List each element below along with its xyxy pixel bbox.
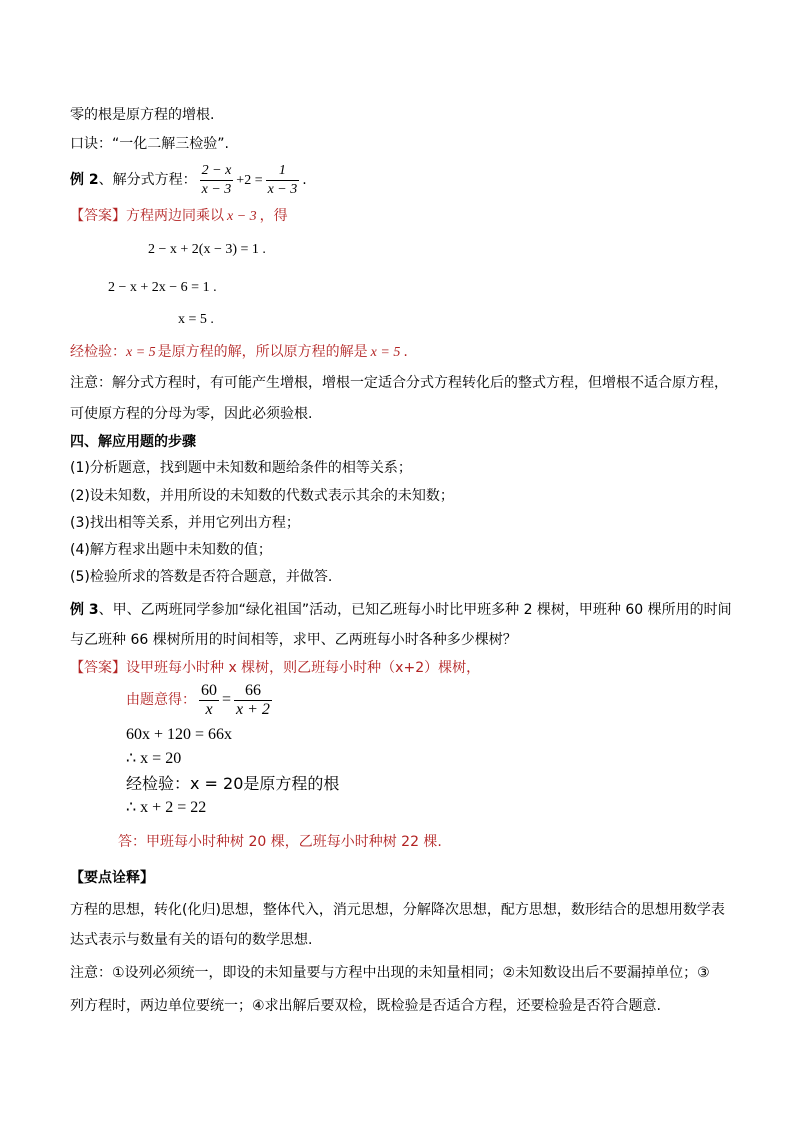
fraction-2 <box>266 162 300 199</box>
answer-tag: 【答案】 <box>70 660 126 676</box>
fraction-left-denominator: x <box>205 700 213 718</box>
example-2-note-line-2: 可使原方程的分母为零，因此必须验根. <box>70 406 313 422</box>
fraction-left-numerator: 60 <box>201 681 217 699</box>
answer-tag: 【答案】 <box>70 208 126 224</box>
equation-fraction-right <box>234 682 272 719</box>
section-4-step: (4)解方程求出题中未知数的值； <box>70 542 272 558</box>
fraction-1 <box>200 162 234 199</box>
example-2-question <box>70 160 307 200</box>
equation-prefix: 由题意得： <box>126 692 196 708</box>
section-4-step: (3)找出相等关系，并用它列出方程； <box>70 515 300 531</box>
keypoints-heading: 【要点诠释】 <box>70 870 154 886</box>
fraction-right-numerator: 66 <box>234 682 272 701</box>
example-3-question-line-1 <box>70 600 732 620</box>
equation-middle: +2 = <box>236 173 263 188</box>
example-2-step-1: 2 − x + 2(x − 3) = 1 . <box>148 242 266 257</box>
section-4-step: (1)分析题意，找到题中未知数和题给条件的相等关系； <box>70 460 412 476</box>
example-2-step-2: 2 − x + 2x − 6 = 1 . <box>108 280 217 295</box>
section-4-step: (5)检验所求的答数是否符合题意，并做答. <box>70 569 333 585</box>
section-4-heading: 四、解应用题的步骤 <box>70 434 196 450</box>
section-4-step: (2)设未知数，并用所设的未知数的代数式表示其余的未知数； <box>70 488 454 504</box>
example-3-check: 经检验：x = 20是原方程的根 <box>126 774 340 793</box>
check-middle: 是原方程的解，所以原方程的解是 <box>157 344 368 360</box>
example-3-equation <box>126 680 275 720</box>
example-2-answer <box>70 206 288 227</box>
fraction-2-numerator: 1 <box>266 162 300 181</box>
keypoints-line-1: 方程的思想，转化(化归)思想，整体代入，消元思想，分解降次思想，配方思想，数形结合的思想用数学表 <box>70 902 725 918</box>
check-x2: x = 5 <box>370 345 401 360</box>
example-2-end: . <box>302 172 307 188</box>
answer-expr: x − 3 <box>227 209 257 224</box>
fraction-2-denominator: x − 3 <box>267 181 298 197</box>
example-3-answer <box>70 658 480 678</box>
keypoints-line-2: 达式表示与数量有关的语句的数学思想. <box>70 932 313 948</box>
example-3-line-1-text: 、甲、乙两班同学参加“绿化祖国”活动，已知乙班每小时比甲班多种 2 棵树，甲班种 60 棵所用的时间 <box>98 602 732 618</box>
example-2-note-line-1: 注意：解分式方程时，有可能产生增根，增根一定适合分式方程转化后的整式方程，但增根不适合原方程， <box>70 375 728 391</box>
fraction-right-denominator: x + 2 <box>236 700 270 718</box>
answer-text: 方程两边同乘以 <box>126 208 224 224</box>
example-2-prefix: 、解分式方程： <box>98 172 197 188</box>
example-3-step-2: ∴ x = 20 <box>126 750 182 767</box>
intro-tail: 零的根是原方程的增根. <box>70 107 215 123</box>
example-3-final-answer: 答：甲班每小时种树 20 棵，乙班每小时种树 22 棵. <box>118 834 442 850</box>
fraction-1-denominator: x − 3 <box>201 181 232 197</box>
example-3-step-3: ∴ x + 2 = 22 <box>126 799 207 816</box>
check-end: . <box>403 344 408 360</box>
example-2-check <box>70 342 408 363</box>
answer-end: ，得 <box>259 208 288 224</box>
mnemonic: 口诀：“一化二解三检验”. <box>70 136 229 152</box>
equation-fraction-left <box>199 682 219 719</box>
keypoints-note-2: 列方程时，两边单位要统一；④求出解后要双检，既检验是否适合方程，还要检验是否符合题意. <box>70 998 661 1014</box>
example-3-label: 例 3 <box>70 602 99 618</box>
example-3-question-line-2: 与乙班种 66 棵树所用的时间相等，求甲、乙两班每小时各种多少棵树？ <box>70 632 517 648</box>
equation-equals: = <box>222 691 232 708</box>
fraction-1-numerator: 2 − x <box>200 162 234 181</box>
answer-text: 设甲班每小时种 x 棵树，则乙班每小时种（x+2）棵树， <box>126 660 481 676</box>
keypoints-note-1: 注意：①设列必须统一，即设的未知量要与方程中出现的未知量相同；②未知数设出后不要漏掉单位；③ <box>70 965 710 981</box>
check-prefix: 经检验： <box>70 344 126 360</box>
example-3-step-1: 60x + 120 = 66x <box>126 726 233 743</box>
example-2-label: 例 2 <box>70 172 99 188</box>
check-x1: x = 5 <box>126 345 156 360</box>
example-2-step-3: x = 5 . <box>178 312 214 327</box>
